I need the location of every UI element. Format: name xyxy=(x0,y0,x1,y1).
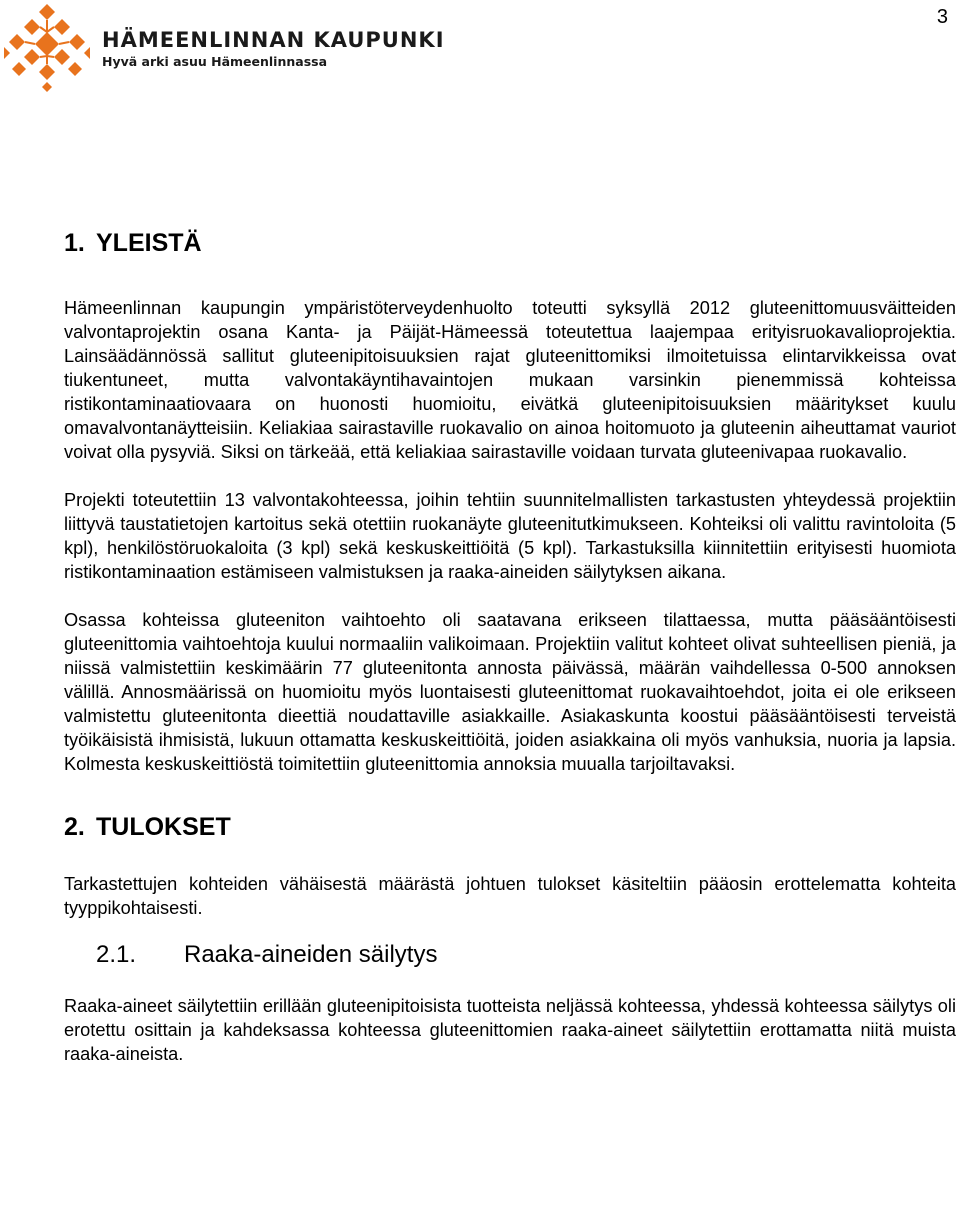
document-body xyxy=(64,228,956,1066)
section-title: TULOKSET xyxy=(96,813,231,841)
subsection-title: Raaka-aineiden säilytys xyxy=(184,941,438,968)
subsection-number: 2.1. xyxy=(96,941,137,968)
city-slogan: Hyvä arki asuu Hämeenlinnassa xyxy=(102,54,328,69)
paragraph: Projekti toteutettiin 13 valvontakohteessa, joihin tehtiin suunnitelmallisten tarkastusten yhteydessä projektiin liittyvä taustatietojen kartoitus sekä otettiin ruokanäyte gluteenitutkimukseen. Kohteiksi oli valittu ravintoloita (5 kpl), henkilöstöruokaloita (3 kpl) sekä keskuskeittiöitä (5 kpl). Tarkastuksilla kiinnitettiin erityisesti huomiota ristikontaminaation estämiseen valmistuksen ja raaka-aineiden säilytyksen aikana. xyxy=(64,490,956,582)
subsection-heading-raaka-aineiden-sailytys xyxy=(64,940,956,970)
city-name: HÄMEENLINNAN KAUPUNKI xyxy=(102,28,445,52)
section-number: 2. xyxy=(64,813,85,841)
paragraph: Osassa kohteissa gluteeniton vaihtoehto oli saatavana erikseen tilattaessa, mutta pääsääntöisesti gluteenittomia vaihtoehtoja kuului normaaliin valikoimaan. Projektiin valitut kohteet olivat suhteellisen pieniä, ja niissä valmistettiin keskimäärin 77 gluteenitonta annosta päivässä, määrän vaihdellessa 0-500 annoksen välillä. Annosmäärissä on huomioitu myös luontaisesti gluteenittomat ruokavaihtoehdot, joita ei ole erikseen valmistettu gluteenitonta dieettiä noudattaville asiakkaille. Asiakaskunta koostui pääsääntöisesti terveistä työikäisistä ihmisistä, lukuun ottamatta keskuskeittiöitä, joiden asiakkaina oli myös vanhuksia, nuoria ja lapsia. Kolmesta keskuskeittiöstä toimitettiin gluteenittomia annoksia muualla tarjoiltavaksi. xyxy=(64,610,956,774)
city-logo-icon xyxy=(2,2,92,92)
section-number: 1. xyxy=(64,229,85,257)
paragraph: Tarkastettujen kohteiden vähäisestä määrästä johtuen tulokset käsiteltiin pääosin erottelematta kohteita tyyppikohtaisesti. xyxy=(64,874,956,918)
header-logo-block xyxy=(2,2,445,94)
paragraph: Hämeenlinnan kaupungin ympäristöterveydenhuolto toteutti syksyllä 2012 gluteenittomuusväitteiden valvontaprojektin osana Kanta- ja Päijät-Hämeessä toteutettua laajempaa erityisruokavalioprojektia. Lainsäädännössä sallitut gluteenipitoisuuksien rajat gluteenittomiksi ilmoitetuissa elintarvikkeissa ovat tiukentuneet, mutta valvontakäyntihavaintojen mukaan varsinkin pienemmissä kohteissa ristikontaminaatiovaara on huonosti huomioitu, eivätkä gluteenipitoisuuksien määritykset kuulu omavalvontanäytteisiin. Keliakiaa sairastaville ruokavalio on ainoa hoitomuoto ja gluteenin aiheuttamat vauriot voivat olla pysyviä. Siksi on tärkeää, että keliakiaa sairastaville voidaan turvata gluteenivapaa ruokavalio. xyxy=(64,298,956,462)
section-title: YLEISTÄ xyxy=(96,229,202,257)
section-heading-tulokset xyxy=(64,812,956,842)
section-heading-yleista xyxy=(64,228,956,258)
paragraph: Raaka-aineet säilytettiin erillään gluteenipitoisista tuotteista neljässä kohteessa, yhdessä kohteessa säilytys oli erotettu osittain ja kahdeksassa kohteessa gluteenittomien raaka-aineet säilytettiin erottamatta niitä muista raaka-aineista. xyxy=(64,996,956,1064)
page-number: 3 xyxy=(936,6,948,28)
